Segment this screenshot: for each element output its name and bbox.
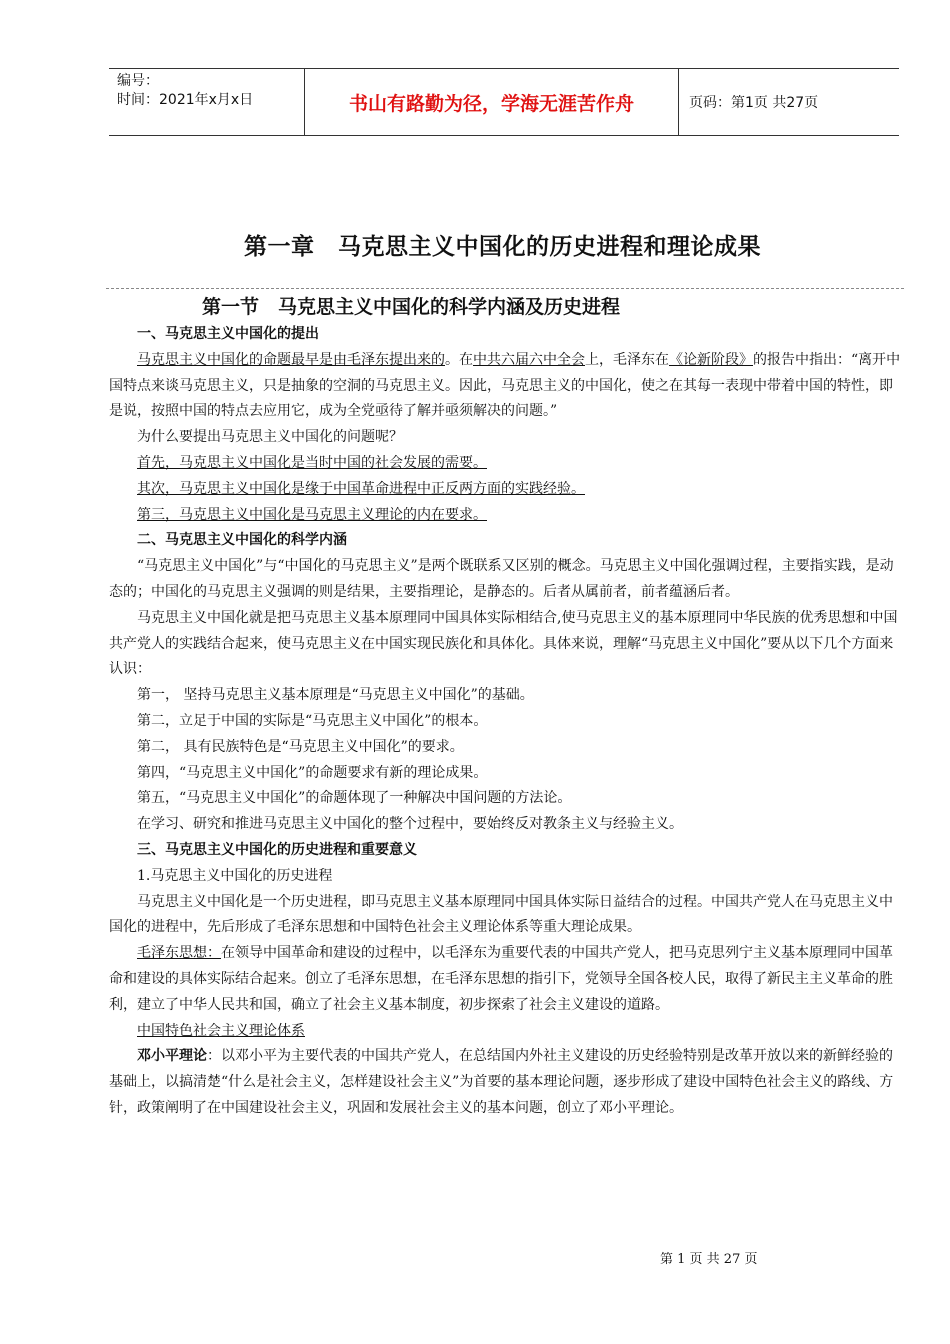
- paragraph: 马克思主义中国化就是把马克思主义基本原理同中国具体实际相结合,使马克思主义的基本原理同中华民族的优秀思想和中国共产党人的实践结合起来，使马克思主义在中国实现民族化和具体化。具体来说，理解“马克思主义中国化”要从以下几个方面来认识：: [109, 609, 898, 678]
- page-footer: 第 1 页 共 27 页: [660, 1252, 758, 1267]
- text: 。在: [445, 351, 473, 368]
- section-title: 第一节 马克思主义中国化的科学内涵及历史进程: [202, 296, 621, 318]
- underlined-text: 其次，马克思主义中国化是缘于中国革命进程中正反两方面的实践经验。: [137, 480, 585, 497]
- list-item: 第一， 坚持马克思主义基本原理是“马克思主义中国化”的基础。: [137, 687, 534, 704]
- list-item: 第二， 具有民族特色是“马克思主义中国化”的要求。: [137, 738, 464, 755]
- list-item: 第四，“马克思主义中国化”的命题要求有新的理论成果。: [137, 764, 488, 781]
- reason-1: [109, 451, 905, 477]
- paragraph: 在学习、研究和推进马克思主义中国化的整个过程中，要始终反对教条主义与经验主义。: [137, 816, 683, 833]
- header-page-info: 页码：第1页 共27页: [689, 95, 819, 111]
- paragraph: 马克思主义中国化是一个历史进程，即马克思主义基本原理同中国具体实际日益结合的过程。中国共产党人在马克思主义中国化的进程中，先后形成了毛泽东思想和中国特色社会主义理论体系等重大理论成果。: [109, 893, 893, 936]
- paragraph: [109, 941, 905, 1018]
- chapter-title: 第一章 马克思主义中国化的历史进程和理论成果: [244, 234, 761, 260]
- heading-2: 二、马克思主义中国化的科学内涵: [137, 532, 347, 549]
- underlined-text: 第三，马克思主义中国化是马克思主义理论的内在要求。: [137, 506, 487, 523]
- list-item: 第二，立足于中国的实际是“马克思主义中国化”的根本。: [137, 712, 488, 729]
- bold-text: 邓小平理论: [137, 1048, 207, 1065]
- paragraph: [109, 348, 905, 425]
- heading-3: 三、马克思主义中国化的历史进程和重要意义: [137, 841, 417, 858]
- time-label: 时间：2021年x月x日: [117, 92, 254, 108]
- underlined-text: 中国特色社会主义理论体系: [137, 1022, 305, 1039]
- number-label: 编号：: [117, 73, 159, 89]
- reason-2: [109, 477, 905, 503]
- underlined-text: 首先，马克思主义中国化是当时中国的社会发展的需要。: [137, 454, 487, 471]
- underlined-text: 马克思主义中国化的命题最早是由毛泽东提出来的: [137, 351, 445, 368]
- reason-3: [109, 503, 905, 529]
- text: 上，毛泽东在: [585, 351, 669, 368]
- text: 的报告中指出：“离开中国特点来谈马克思主义，只是抽象的空洞的马克思主义。因此，马克思主义的中国化，使之在其每一表现中带着中国的特性，即是说，按照中国的特点去应用它，成为全党亟待了解并亟须解决的问题。”: [109, 351, 901, 420]
- paragraph: [109, 1019, 905, 1045]
- header-meta: [109, 69, 304, 135]
- dashed-divider: [106, 288, 904, 289]
- underlined-text: 中共六届六中全会: [473, 351, 585, 368]
- underlined-text: 毛泽东思想：: [137, 945, 221, 962]
- paragraph: [109, 1044, 905, 1121]
- subheading: 1.马克思主义中国化的历史进程: [137, 867, 333, 884]
- heading-1: 一、马克思主义中国化的提出: [137, 326, 319, 342]
- text: ：以邓小平为主要代表的中国共产党人，在总结国内外社主义建设的历史经验特别是改革开放以来的新鲜经验的基础上，以搞清楚“什么是社会主义，怎样建设社会主义”为首要的基本理论问题，逐步形成了建设中国特色社会主义的路线、方针，政策阐明了在中国建设社会主义，巩固和发展社会主义的基本问题，创立了邓小平理论。: [109, 1048, 894, 1116]
- header-table: [109, 68, 899, 136]
- paragraph: “马克思主义中国化”与“中国化的马克思主义”是两个既联系又区别的概念。马克思主义中国化强调过程，主要指实践，是动态的；中国化的马克思主义强调的则是结果，主要指理论，是静态的。后者从属前者，前者蕴涵后者。: [109, 558, 894, 600]
- header-motto: 书山有路勤为径，学海无涯苦作舟: [304, 69, 679, 135]
- document-body: [109, 322, 905, 1122]
- list-item: 第五，“马克思主义中国化”的命题体现了一种解决中国问题的方法论。: [137, 790, 572, 807]
- question: 为什么要提出马克思主义中国化的问题呢？: [137, 429, 403, 446]
- text: 在领导中国革命和建设的过程中，以毛泽东为重要代表的中国共产党人，把马克思列宁主义基本原理同中国革命和建设的具体实际结合起来。创立了毛泽东思想，在毛泽东思想的指引下，党领导全国各校人民，取得了新民主主义革命的胜利，建立了中华人民共和国，确立了社会主义基本制度，初步探索了社会主义建设的道路。: [109, 945, 893, 1013]
- underlined-text: 《论新阶段》: [669, 351, 753, 368]
